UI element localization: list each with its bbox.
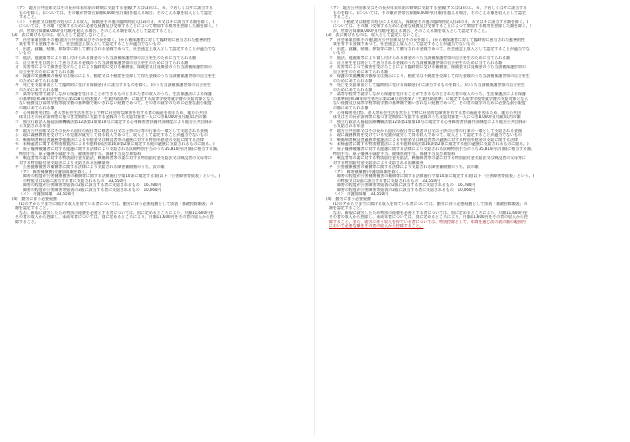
text-line: 額を認定すること。 <box>15 206 51 211</box>
text-line: のためにあてられる額 <box>19 87 59 92</box>
text-line: ク 高等学校等で就学しながら保護を受けることができるものとされた者の収入のうち、生活保護法による保護 <box>15 92 212 97</box>
text-line: サ 地方公共団体又はその長から国民の祝日等に敬老の日又は子供の日等の行事の一環として支給される金銭 <box>15 128 208 133</box>
text-line: セ 未帰還者に関する特別措置法による弔慰料(同法第16条第2項に規定する他の遺族に支給されるものに限る。) <box>329 142 529 147</box>
text-line: サ 地方公共団体又はその長から国民の祝日等に敬老の日又は子供の日等の行事の一環として支給される金銭 <box>329 128 522 133</box>
text-line: ものを除く。)については、その額が世帯合算額8,000円(月額)を超える場合、そのこえる額を収入として認定 <box>333 10 526 15</box>
text-line: (4) 勤労に伴う必要経費 <box>12 196 57 201</box>
text-line: 対する特別給付金支給法により支給される国庫債券 <box>333 160 424 165</box>
page-right <box>326 6 619 436</box>
text-line: 体又はその長が条例等に基づき定期的に支給する金銭のうち支給対象者一人につき8,000円(月額)以内の額 <box>19 115 207 120</box>
text-line: が、世帯合算額8,000円(月額)を超える場合、そのこえる額を収入として認定すること。 <box>19 28 176 33</box>
text-line: (3) 次に掲げるものは、収入として認定しないこと。 <box>12 33 109 38</box>
text-line: ス 戦傷病者戦没者遺族等援護法による弔慰金又は戦没者等の遺族に対する特別弔慰金の支給に関する法律 <box>15 137 204 142</box>
page-divider <box>314 6 315 436</box>
text-line: 特別手当、原子爆弾小頭症手当、健康管理手当、保健手当及び葬祭料 <box>19 151 142 156</box>
text-line: なお、新規に就労したため特別の経費を必要とする者については、別に定めるところにより、月額11,600円を <box>19 210 214 215</box>
text-line: の特級又は1級に該当する者に支給されるもの 33,550円 <box>23 178 126 183</box>
text-line: ウ 他法、他施策等により貸し付けられる資金のうち当該被保護世帯の自立更生のために当てられる額 <box>329 56 511 61</box>
text-line: イ 出産、就職、結婚、葬祭等に際して贈与される金銭であつて、社会通念上収入として認定することが適当でな <box>15 46 216 51</box>
text-line: （イ） 不動産又は動産の処分による収入、保険金その他の臨時的収入((3)のオ、カ又はキに該当する額を除く。) <box>329 19 529 24</box>
text-line: エ 自立更生を目的として恵与される金銭のうち当該被保護世帯の自立更生のために当てられる額 <box>329 60 503 65</box>
page-left <box>12 6 305 436</box>
text-line: ア 社会事業団体その他(地方公共団体及びその長を除く。)から被保護者に対して臨時的に恵与された慈善的性 <box>329 37 525 42</box>
text-line: （イ） 不動産又は動産の処分による収入、保険金その他の臨時的収入((3)のオ、カ又はキに該当する額を除く。) <box>15 19 215 24</box>
text-line: ソ 原子爆弾被爆者に対する援護に関する法律により支給される医療特別手当のうち35,810円(月額)に相当する額、 <box>15 146 221 151</box>
text-line: (1)のアからウまでに掲げる収入を得ている者については、勤労に伴う必要経費として別表「基礎控除額表」の <box>333 201 528 206</box>
text-line: 体又はその長が条例等に基づき定期的に支給する金銭のうち支給対象者一人につき8,000円(月額)以内の額 <box>333 115 521 120</box>
text-line: カ 保護の実施機関の指導又は指示により、動産又は不動産を売却して得た金銭のうち当該被保護世帯の自立更生 <box>329 74 530 79</box>
text-line: コ 独立行政法人福祉医療機構法第12条第1項第10号に規定する心身障害者扶養共済制度により地方公共団体か <box>329 119 527 124</box>
text-line: 障害の程度が公害障害等級表の3級に該当する者に支給されるもの 10,060円 <box>23 187 162 192</box>
text-line: すること。 <box>333 15 353 20</box>
text-line: エ 自立更生を目的として恵与される金銭のうち当該被保護世帯の自立更生のために当てられる額 <box>15 60 189 65</box>
text-line: については、その額（受領するために必要な経費及び受領することによつて増加する税等を控除した額を除く。） <box>19 24 220 29</box>
text-line: チ 公害健康被害の補償等に関する法律により支給される障害補償費のうち、次の額 <box>329 165 479 170</box>
text-line: ク 高等学校等で就学しながら保護を受けることができるものとされた者の収入のうち、生活保護法による保護 <box>329 92 526 97</box>
text-line: ものを除く。)については、その額が世帯合算額8,000円(月額)を超える場合、そのこえる額を収入として認定 <box>19 10 212 15</box>
text-line: の基準(昭和38年厚生省告示第158号)別表第7「生業扶助基準」に規定する高等学校等就学費の支給対象となら <box>333 96 529 101</box>
text-line: セ 未帰還者に関する特別措置法による弔慰料(同法第16条第2項に規定する他の遺族に支給されるものに限る。) <box>15 142 215 147</box>
text-line: チ 公害健康被害の補償等に関する法律により支給される障害補償費のうち、次の額 <box>15 165 165 170</box>
text-line: オ 災害等によつて損害を受けたことにより臨時的に受ける補償金、保険金又は見舞金のうち当該被保護世帯の <box>15 65 212 70</box>
text-line: オ 災害等によつて損害を受けたことにより臨時的に受ける補償金、保険金又は見舞金のうち当該被保護世帯の <box>329 65 526 70</box>
text-line: 除すること。 <box>15 219 39 224</box>
text-line: の額にあてられる額 <box>19 106 55 111</box>
text-line: ウ 他法、他施策等により貸し付けられる資金のうち当該被保護世帯の自立更生のために当てられる額 <box>15 56 197 61</box>
text-line: いもの <box>19 51 31 56</box>
text-line: （ア） 地方公共団体又はその長が年末年始の時期に支給する金銭(アスは(3)のエ、カ、ク若しくはサに該当する <box>15 6 213 10</box>
text-line: その者の収入から控除し、未成年者については、別に定めるところにより、月額11,600円をその者の収入から控 <box>15 215 214 220</box>
text-line: ア 社会事業団体その他(地方公共団体及びその長を除く。)から被保護者に対して臨時的に恵与された慈善的性 <box>15 37 211 42</box>
text-line: 質を有する金銭であつて、社会通念上収入として認定することが適当でないもの <box>333 42 475 47</box>
text-line: （イ） 介護加算額 33,550円 <box>19 192 75 197</box>
text-line: (1)のアからウまでに掲げる収入を得ている者については、勤労に伴う必要経費として別表「基礎控除額表」の <box>19 201 214 206</box>
text-line: 質を有する金銭であつて、社会通念上収入として認定することが適当でないもの <box>19 42 161 47</box>
text-line: のためにあてられる額 <box>19 78 59 83</box>
text-line: のためにあてられる額 <box>333 78 373 83</box>
text-line: 対する特別給付金支給法により支給される国庫債券 <box>19 160 110 165</box>
text-line: （ア） 障害補償費(介護加算額を除く。) <box>333 169 405 174</box>
text-line: カ 保護の実施機関の指導又は指示により、動産又は不動産を売却して得た金銭のうち当該被保護世帯の自立更生 <box>15 74 216 79</box>
text-line: 障害の程度が公害障害等級表の3級に該当する者に支給されるもの 10,060円 <box>337 187 476 192</box>
text-line: において必要な額をその者の収入から控除すること。 <box>329 224 424 229</box>
text-line: （イ） 介護加算額 33,550円 <box>333 192 389 197</box>
text-line: ない経費及び高等学校等就学費の基準額で賄いきれない経費であつて、その者の就学のために必要な最小限度 <box>19 101 212 106</box>
text-line: ら支給される年金 <box>19 124 51 129</box>
text-line: シ 現に義務教育を受けている児童が就労して得る収入であつて、収入として認定することが適当でないもの <box>329 133 522 138</box>
text-line: タ 戦没者等の妻に対する特別給付金支給法、戦傷病者等の妻に対する特別給付金支給法又は戦没者の父母等に <box>329 156 526 161</box>
text-line: タ 戦没者等の妻に対する特別給付金支給法、戦傷病者等の妻に対する特別給付金支給法又は戦没者の父母等に <box>15 156 212 161</box>
text-line: コ 独立行政法人福祉医療機構法第12条第1項第10号に規定する心身障害者扶養共済制度により地方公共団体か <box>15 119 213 124</box>
text-line: ら支給される年金 <box>333 124 365 129</box>
text-line: 額を認定すること。 <box>329 206 365 211</box>
text-line: 障害の程度が公害健康被害の補償等に関する法律施行令第10条に規定する表(以下「公害障害等級表」という。) <box>337 174 535 179</box>
text-line: 自立更生のためにあてられる額 <box>19 69 75 74</box>
text-line: 障害の程度が公害健康被害の補償等に関する法律施行令第10条に規定する表(以下「公害障害等級表」という。) <box>23 174 221 179</box>
text-line: 障害の程度が公害障害等級表の2級に該当する者に支給されるもの 16,780円 <box>337 183 476 188</box>
text-line: キ 死亡を支給事由として臨時的に受ける保険金(オに該当するものを除く。)のうち当該被保護世帯の自立更生 <box>329 83 525 88</box>
text-line: すること。 <box>19 15 39 20</box>
text-line: の特級又は1級に該当する者に支給されるもの 33,550円 <box>337 178 440 183</box>
text-line: の基準(昭和38年厚生省告示第158号)別表第7「生業扶助基準」に規定する高等学校等就学費の支給対象となら <box>19 96 215 101</box>
text-line: の額にあてられる額 <box>333 106 369 111</box>
text-line: 自立更生のためにあてられる額 <box>333 69 389 74</box>
text-line: ない経費及び高等学校等就学費の基準額で賄いきれない経費であつて、その者の就学のために必要な最小限度 <box>333 101 526 106</box>
text-line: いもの <box>333 51 345 56</box>
text-line: 特別手当、原子爆弾小頭症手当、健康管理手当、保健手当及び葬祭料 <box>333 151 456 156</box>
text-line: ス 戦傷病者戦没者遺族等援護法による弔慰金又は戦没者等の遺族に対する特別弔慰金の支給に関する法律 <box>329 137 518 142</box>
text-line: (4) 勤労に伴う必要経費 <box>326 196 371 201</box>
text-line: ソ 原子爆弾被爆者に対する援護に関する法律により支給される医療特別手当のうち35,810円(月額)に相当する額、 <box>329 146 535 151</box>
text-line: については、その額（受領するために必要な経費及び受領することによつて増加する税等を控除した額を除く。） <box>333 24 534 29</box>
text-line: シ 現に義務教育を受けている児童が就労して得る収入であつて、収入として認定することが適当でないもの <box>15 133 208 138</box>
text-line: イ 出産、就職、結婚、葬祭等に際して贈与される金銭であつて、社会通念上収入として認定することが適当でな <box>329 46 530 51</box>
text-line: キ 死亡を支給事由として臨時的に受ける保険金(オに該当するものを除く。)のうち当該被保護世帯の自立更生 <box>15 83 211 88</box>
text-line: のためにあてられる額 <box>333 87 373 92</box>
text-line: （ア） 障害補償費(介護加算額を除く。) <box>19 169 91 174</box>
text-line: ケ 心身障害児(者)、老人等社会生活を営む上で特に社会的な障害を有する者の福祉を図るため、地方公共団 <box>15 110 207 115</box>
text-line: その者の収入から控除し、未成年者については、別に定めるところにより、月額11,600円をその者の収入から控 <box>329 215 528 220</box>
text-line: 除すること。また、就労に伴う収入を得ている者については、特別控除として、年間を通じ次の表の額の範囲内 <box>329 219 526 224</box>
text-line: 障害の程度が公害障害等級表の2級に該当する者に支給されるもの 16,780円 <box>23 183 162 188</box>
text-line: （ア） 地方公共団体又はその長が年末年始の時期に支給する金銭(アスは(3)のエ、カ、ク若しくはサに該当する <box>329 6 527 10</box>
text-line: が、世帯合算額8,000円(月額)を超える場合、そのこえる額を収入として認定すること。 <box>333 28 490 33</box>
text-line: なお、新規に就労したため特別の経費を必要とする者については、別に定めるところにより、月額11,600円を <box>333 210 528 215</box>
text-line: ケ 心身障害児(者)、老人等社会生活を営む上で特に社会的な障害を有する者の福祉を図るため、地方公共団 <box>329 110 521 115</box>
text-line: (3) 次に掲げるものは、収入として認定しないこと。 <box>326 33 423 38</box>
